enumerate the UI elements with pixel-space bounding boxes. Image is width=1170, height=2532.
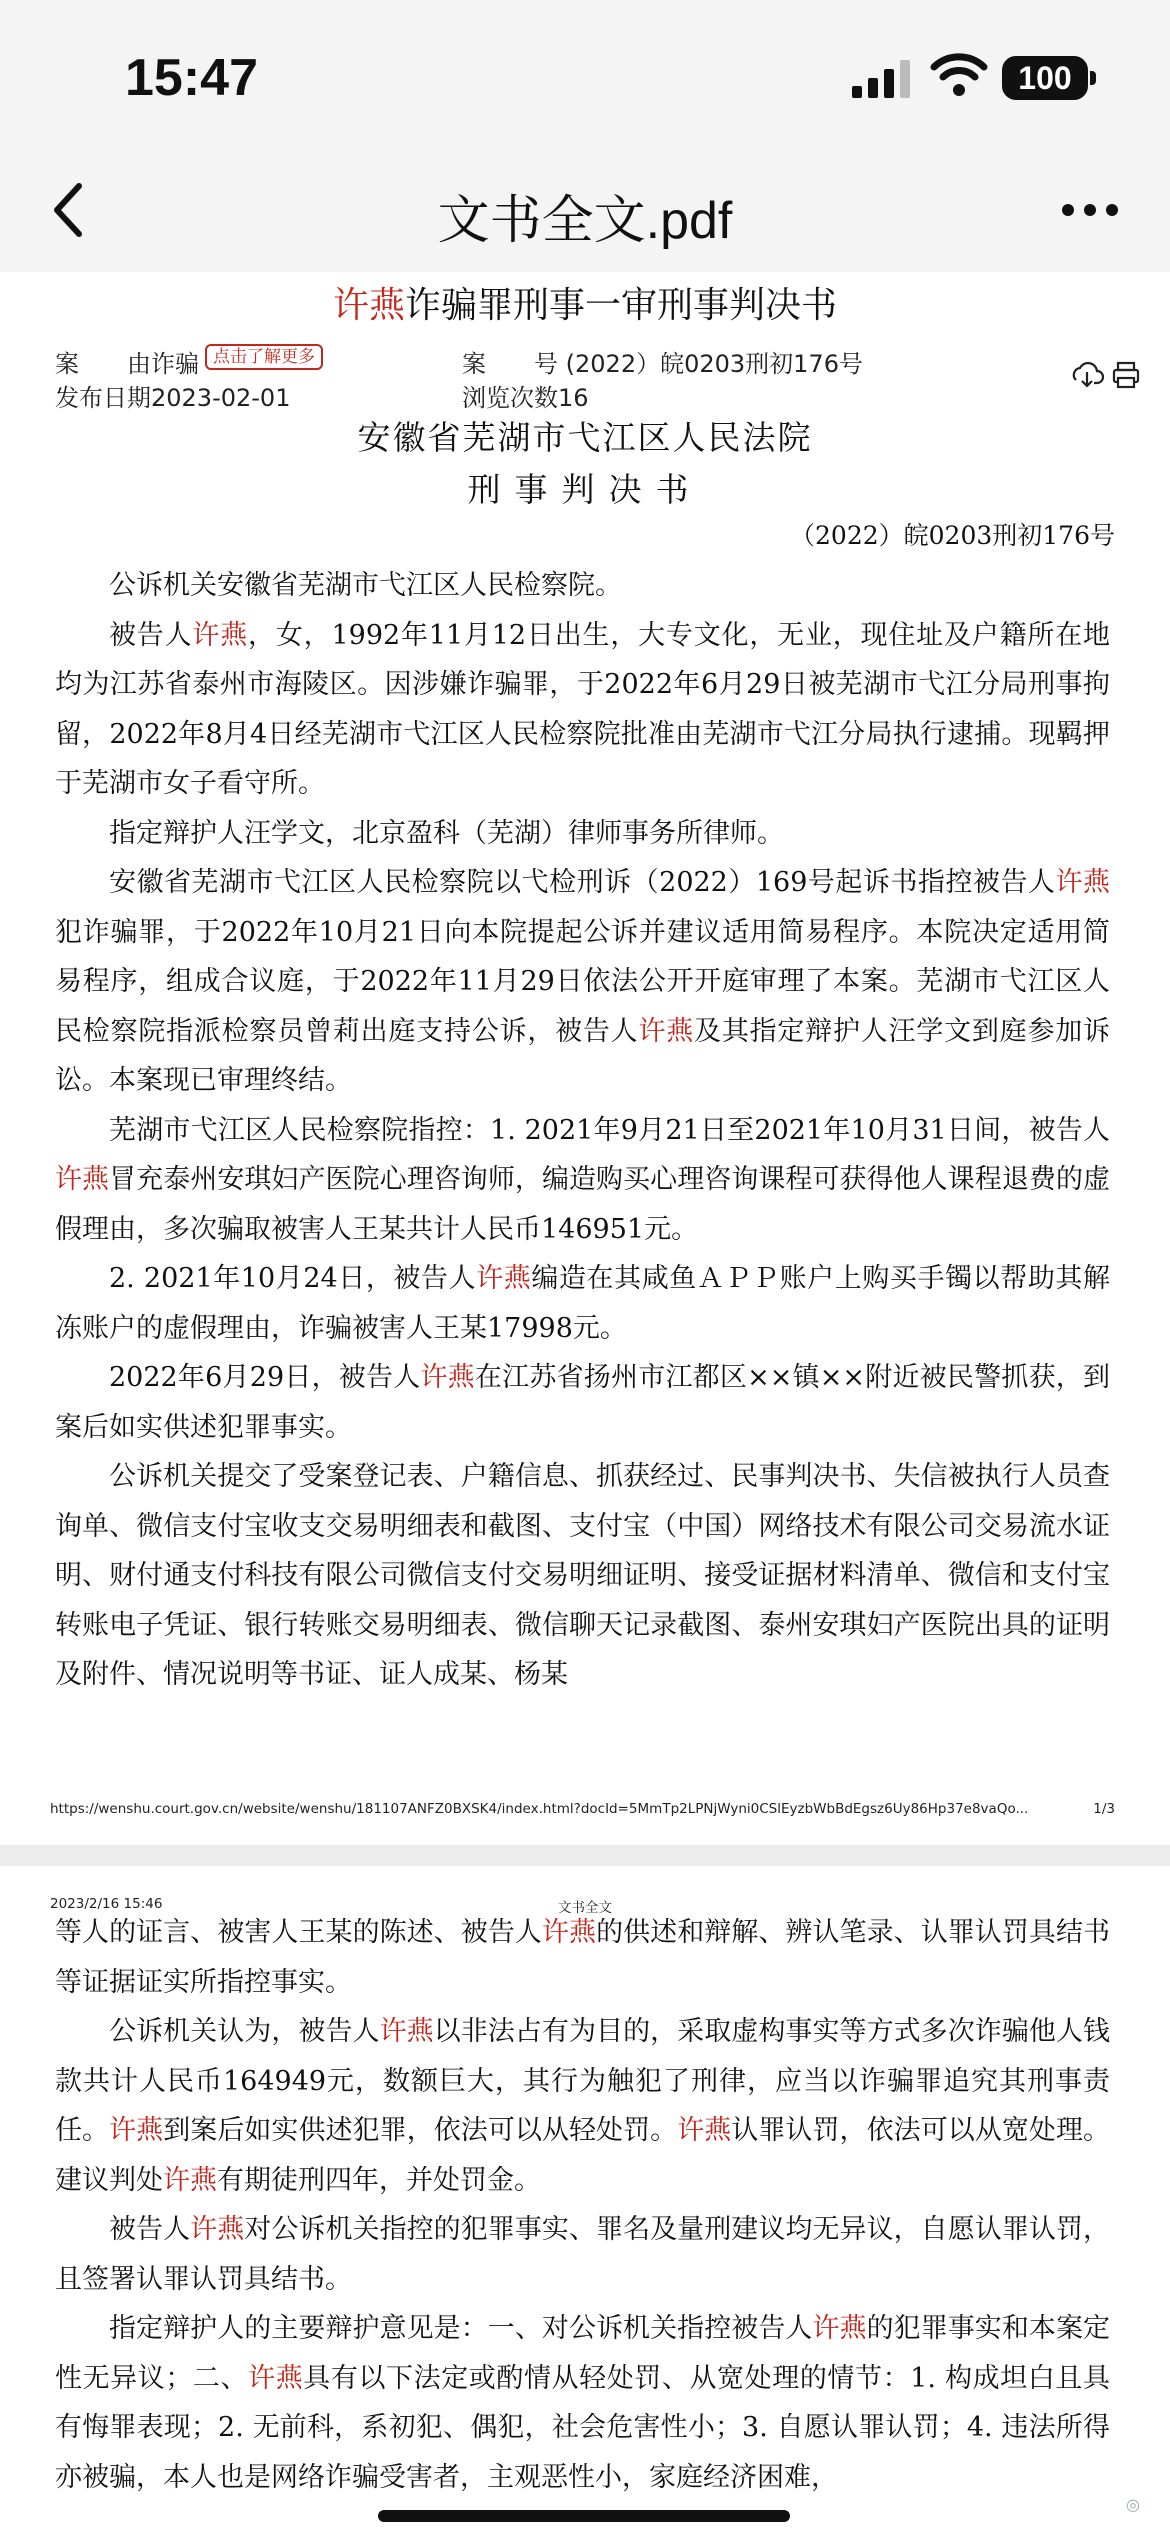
nav-bar <box>0 150 1170 272</box>
case-cause-value: 诈骗 <box>151 350 199 378</box>
paragraph-text: 到案后如实供述犯罪，依法可以从轻处罚。 <box>163 2115 678 2146</box>
page-footer-number: 1/3 <box>1093 1801 1115 1817</box>
paragraph <box>55 1908 1110 2007</box>
defendant-name-highlight: 许燕 <box>677 2115 732 2146</box>
paragraph <box>55 809 1110 859</box>
download-icon[interactable] <box>1074 363 1103 386</box>
battery-icon: 100 <box>1002 56 1088 100</box>
defendant-name-highlight: 许燕 <box>476 1263 532 1294</box>
paragraph <box>55 1254 1110 1353</box>
defendant-name-highlight: 许燕 <box>379 2016 434 2047</box>
wifi-icon <box>930 50 988 98</box>
paragraph-text: 及其指定辩护人汪学文到庭参加诉讼。本案现已审理终结。 <box>55 1015 1111 1096</box>
paragraph-text: 指定辩护人的主要辩护意见是：一、对公诉机关指控被告人 <box>109 2313 813 2344</box>
case-number-value: (2022）皖0203刑初176号 <box>565 350 863 378</box>
pdf-page-2 <box>0 1866 1170 2532</box>
view-count: 浏览次数16 <box>462 384 589 412</box>
paragraph-text: 公诉机关认为，被告人 <box>109 2016 380 2047</box>
paragraph <box>55 1452 1110 1700</box>
paragraph <box>55 2205 1110 2304</box>
status-time: 15:47 <box>125 49 258 107</box>
paragraph-text: 2022年6月29日，被告人 <box>109 1362 421 1393</box>
status-bar <box>0 0 1170 150</box>
paragraph-text: 被告人 <box>109 2214 191 2245</box>
pdf-page-1 <box>0 272 1170 1845</box>
watermark-logo: ◎ <box>1126 2495 1140 2514</box>
download-print-icons <box>1072 360 1142 390</box>
page-header-date: 2023/2/16 15:46 <box>50 1896 163 1912</box>
paragraph-text: 编造在其咸鱼ＡＰＰ账户上购买手镯以帮助其解冻账户的虚假理由，诈骗被害人王某17998元。 <box>55 1263 1111 1344</box>
paragraph-text: 的供述和辩解、辨认笔录、认罪认罚具结书等证据证实所指控事实。 <box>55 1917 1111 1998</box>
paragraph-text: 对公诉机关指控的犯罪事实、罪名及量刑建议均无异议，自愿认罪认罚，且签署认罪认罚具结书。 <box>55 2214 1111 2295</box>
cellular-signal-icon <box>852 58 912 98</box>
case-number-right: （2022）皖0203刑初176号 <box>790 521 1115 550</box>
paragraph-text: 被告人 <box>109 619 193 651</box>
publish-date: 发布日期2023-02-01 <box>55 384 291 412</box>
paragraph-text: 指定辩护人汪学文，北京盈科（芜湖）律师事务所律师。 <box>109 817 784 849</box>
paragraph-text: 公诉机关提交了受案登记表、户籍信息、抓获经过、民事判决书、失信被执行人员查询单、微信支付宝收支交易明细表和截图、支付宝（中国）网络技术有限公司交易流水证明、财付通支付科技有限公司微信支付交易明细证明、接受证据材料清单、微信和支付宝转账电子凭证、银行转账交易明细表、微信聊天记录截图、泰州安琪妇产医院出具的证明及附件、情况说明等书证、证人成某、杨某 <box>55 1461 1110 1690</box>
defendant-name-highlight: 许燕 <box>332 285 405 326</box>
paragraph <box>55 858 1110 1106</box>
case-cause-label: 案 由 <box>55 350 151 378</box>
paragraph-text: 等人的证言、被害人王某的陈述、被告人 <box>55 1917 542 1948</box>
paragraph-text: 2. 2021年10月24日，被告人 <box>109 1263 477 1294</box>
case-cause <box>55 344 323 379</box>
case-number-label: 案 号 <box>462 350 558 378</box>
paragraph <box>55 561 1110 611</box>
document-title-text: 诈骗罪刑事一审刑事判决书 <box>405 285 838 326</box>
paragraph <box>55 2007 1110 2205</box>
paragraph-text: ，女，1992年11月12日出生，大专文化，无业，现住址及户籍所在地均为江苏省泰州市海陵区。因涉嫌诈骗罪，于2022年6月29日被芜湖市弋江分局刑事拘留，2022年8月4日经芜湖市弋江区人民检察院批准由芜湖市弋江分局执行逮捕。现羁押于芜湖市女子看守所。 <box>55 619 1111 799</box>
paragraph-text: 具有以下法定或酌情从轻处罚、从宽处理的情节：1. 构成坦白且具有悔罪表现；2. 无前科，系初犯、偶犯，社会危害性小；3. 自愿认罪认罚；4. 违法所得亦被骗，本人也是网络诈骗受害者，主观恶性小，家庭经济困难， <box>55 2362 1111 2493</box>
defendant-name-highlight: 许燕 <box>638 1015 695 1047</box>
paragraph-text: 认罪认罚，依法可以从宽处理。建议判处 <box>55 2115 1111 2196</box>
page-footer-url: https://wenshu.court.gov.cn/website/wenshu/181107ANFZ0BXSK4/index.html?docId=5MmTp2LPNjWyni0CSlEyzbWbBdEgsz6Uy86Hp37e8vaQo... <box>50 1801 1029 1817</box>
paragraph-text: 芜湖市弋江区人民检察院指控：1. 2021年9月21日至2021年10月31日间，被告人 <box>109 1114 1110 1146</box>
more-options-icon[interactable] <box>1060 202 1120 218</box>
print-icon[interactable] <box>1114 363 1138 387</box>
learn-more-tag[interactable]: 点击了解更多 <box>205 344 323 370</box>
case-number <box>462 344 863 379</box>
defendant-name-highlight: 许燕 <box>248 2362 304 2394</box>
defendant-name-highlight: 许燕 <box>190 2214 245 2245</box>
page-header-title: 文书全文 <box>558 1900 612 1916</box>
paragraph-text: 公诉机关安徽省芜湖市弋江区人民检察院。 <box>109 570 622 601</box>
document-body-page-1 <box>55 561 1110 1700</box>
paragraph-text: 安徽省芜湖市弋江区人民检察院以弋检刑诉（2022）169号起诉书指控被告人 <box>109 867 1056 898</box>
defendant-name-highlight: 许燕 <box>812 2313 867 2344</box>
defendant-name-highlight: 许燕 <box>420 1362 475 1393</box>
document-title <box>0 277 1170 328</box>
paragraph <box>55 611 1110 809</box>
paragraph-text: 有期徒刑四年，并处罚金。 <box>217 2164 541 2196</box>
defendant-name-highlight: 许燕 <box>541 1917 597 1948</box>
nav-title: 文书全文.pdf <box>437 192 733 250</box>
paragraph <box>55 1106 1110 1255</box>
paragraph-text: 在江苏省扬州市江都区××镇××附近被民警抓获，到案后如实供述犯罪事实。 <box>55 1362 1111 1443</box>
paragraph <box>55 1353 1110 1452</box>
paragraph-text: 以非法占有为目的，采取虚构事实等方式多次诈骗他人钱款共计人民币164949元，数额巨大，其行为触犯了刑律，应当以诈骗罪追究其刑事责任。 <box>55 2016 1111 2146</box>
paragraph-text: 冒充泰州安琪妇产医院心理咨询师，编造购买心理咨询课程可获得他人课程退费的虚假理由，多次骗取被害人王某共计人民币146951元。 <box>55 1164 1111 1245</box>
home-indicator[interactable] <box>378 2510 790 2522</box>
defendant-name-highlight: 许燕 <box>109 2115 164 2146</box>
defendant-name-highlight: 许燕 <box>192 619 249 651</box>
defendant-name-highlight: 许燕 <box>55 1164 110 1195</box>
defendant-name-highlight: 许燕 <box>1055 867 1111 898</box>
paragraph <box>55 2304 1110 2502</box>
document-type: 刑事判决书 <box>467 470 703 509</box>
court-name: 安徽省芜湖市弋江区人民法院 <box>357 418 813 457</box>
paragraph-text: 的犯罪事实和本案定性无异议；二、 <box>55 2313 1111 2394</box>
document-body-page-2 <box>55 1908 1110 2502</box>
defendant-name-highlight: 许燕 <box>163 2164 217 2196</box>
paragraph-text: 犯诈骗罪，于2022年10月21日向本院提起公诉并建议适用简易程序。本院决定适用简易程序，组成合议庭，于2022年11月29日依法公开开庭审理了本案。芜湖市弋江区人民检察院指派检察员曾莉出庭支持公诉，被告人 <box>55 916 1110 1047</box>
